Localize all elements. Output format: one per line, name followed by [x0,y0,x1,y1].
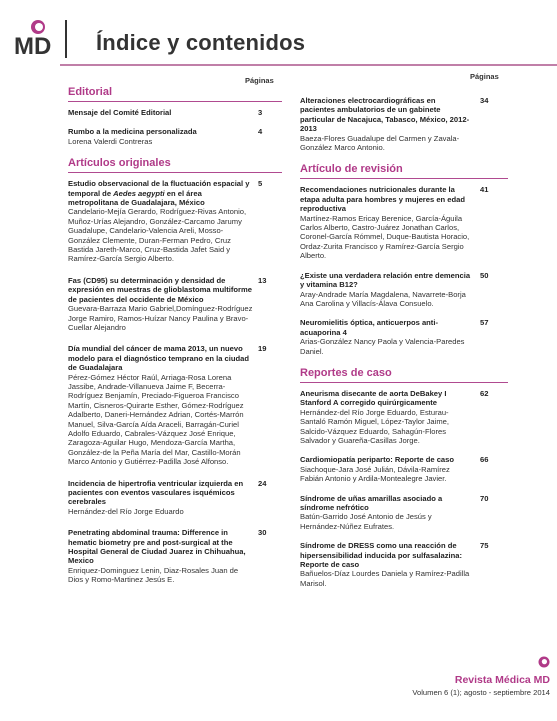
pages-label-left: Páginas [245,76,274,85]
logo-text: MD [14,33,52,58]
toc-entry[interactable] [68,108,282,117]
entry-title: Cardiomiopatía periparto: Reporte de caso [300,455,455,465]
entry-title: ¿Existe una verdadera relación entre demencia y vitamina B12? [300,270,471,290]
entry-page: 24 [258,478,267,488]
entry-page: 66 [480,455,489,465]
entry-title: Neuromielitis óptica, anticuerpos anti-acuaporina 4 [300,318,438,337]
toc-entry[interactable] [68,479,282,517]
entry-page: 70 [480,493,489,503]
toc-entry[interactable] [68,528,282,584]
entry-authors: Pérez-Gómez Héctor Raúl, Arriaga-Rosa Lorena Jassibe, Andrade-Villanueva Jaime F, Becerra-Rodríguez Benjamín, Preciado-Figueroa Francisco Martín, Cisneros-Quirarte Esther, Gómez-Rodríguez Adalberto, Daneri-Hernández Adrian, Cortés-Marrón Manuel, Silva-García Aída Araceli, Barragán-Curiel Adolfo Eduardo, Cabrales-Vázquez José Enrique, Zaragoza-Aguilar Hugo, Mendoza-García Martha, González-de la Peña María del Mar, Castillo-Morán Marco Antonio y Gutiérrez-Padilla José Alfonso. [68,372,244,467]
entry-page: 3 [258,108,263,117]
entry-title: Alteraciones electrocardiográficas en pacientes ambulatorios de un gabinete particular de Nacajuca, Tabasco, México, 2012-2013 [300,96,470,134]
toc-entry[interactable] [300,185,508,260]
section-articulo-revision: Artículo de revisión [300,159,508,179]
toc-entry[interactable] [300,541,508,588]
entry-page: 5 [258,179,263,189]
toc-left-column [68,70,282,592]
toc-entry[interactable] [300,96,508,152]
entry-authors: Baeza-Flores Guadalupe del Carmen y Zavala-González Marco Antonio. [300,133,460,153]
entry-page: 50 [480,270,489,280]
toc-entry[interactable] [68,127,282,146]
entry-page: 4 [258,127,263,137]
entry-title: Recomendaciones nutricionales durante la etapa adulta para hombres y mujeres en edad reproductiva [300,185,466,214]
toc-entry[interactable] [300,455,508,483]
toc-entry[interactable] [68,179,282,264]
toc-entry[interactable] [300,318,508,356]
entry-authors: Arias-González Nancy Paola y Valencia-Paredes Daniel. [300,337,465,356]
entry-page: 57 [480,318,489,328]
entry-title: Síndrome de DRESS como una reacción de hipersensibilidad inducida por sulfasalazina: Reporte de caso [300,541,463,570]
entry-page: 34 [480,96,489,105]
entry-page: 13 [258,275,267,285]
entry-authors: Hernández-del Río Jorge Eduardo, Esturau-Santaló Ramón Miguel, López-Taylor Jaime, Salcido-Vázquez Eduardo, Sahagún-Flores Salvador y Guareña-Casillas Jorge. [300,407,449,445]
journal-logo [12,18,72,58]
toc-entry[interactable] [300,271,508,309]
entry-authors: Lorena Valerdi Contreras [68,136,153,146]
toc-entry[interactable] [68,276,282,332]
entry-title: Estudio observacional de la fluctuación espacial y temporal de Aedes aegypti en el área metropolitana de Guadalajara, México [68,179,250,208]
journal-name: Revista Médica MD [454,674,550,686]
section-editorial: Editorial [68,82,282,102]
entry-title: Rumbo a la medicina personalizada [68,127,197,137]
entry-authors: Hernández-del Río Jorge Eduardo [68,506,184,516]
entry-title: Penetrating abdominal trauma: Difference in hematic biometry pre and post-surgical at the Hospital General de Ciudad Juarez in Chihuahua, Mexico [68,528,246,566]
journal-volume: Volumen 6 (1); agosto - septiembre 2014 [412,688,550,697]
entry-title: Mensaje del Comité Editorial [68,108,172,117]
toc-entry[interactable] [68,344,282,466]
entry-page: 19 [258,344,267,354]
entry-authors: Guevara-Barraza Mario Gabriel,Domínguez-Rodríguez Jorge Ramiro, Ramos-Huízar Nancy Paulina y Bravo-Cuellar Alejandro [68,304,253,332]
toc-entry[interactable] [300,494,508,532]
toc-entry[interactable] [300,389,508,445]
entry-authors: Siachoque-Jara José Julián, Dávila-Ramírez Fabián Antonio y Ardila-Montealegre Javier. [300,464,450,484]
toc-right-column [300,96,508,595]
entry-page: 30 [258,528,267,538]
entry-authors: Martínez-Ramos Ericay Berenice, García-Águila Carlos Alberto, Castro-Juárez Jonathan Carlos, Coronel-García Rómmel, Duque-Bautista Horacio, Ordaz-Zurita Francisco y Ramírez-García Sergio Alberto. [300,213,470,261]
entry-page: 75 [480,541,489,551]
page-title: Índice y contenidos [96,30,306,55]
pages-label-right: Páginas [470,72,499,81]
section-articulos-originales: Artículos originales [68,153,282,173]
entry-title: Incidencia de hipertrofia ventricular izquierda en pacientes con eventos vasculares isquémicos cerebrales [68,478,244,507]
entry-page: 41 [480,185,489,195]
entry-authors: Bañuelos-Díaz Lourdes Daniela y Ramírez-Padilla Marisol. [300,569,470,588]
entry-authors: Enriquez-Dominguez Lenin, Diaz-Rosales Juan de Dios y Romo-Martinez Jesús E. [68,565,239,585]
page-header [12,12,545,60]
entry-authors: Candelario-Mejía Gerardo, Rodríguez-Rivas Antonio, Muñoz-Urías Alejandro, González-Carcamo Jarumy Guadalupe, Candelario-Valencia Areli, Mosso-González Clemente, Duran-Ferman Pedro, Cruz Bastida Jareth-Marco, Cruz-Bastida Jafet Said y Ramírez-García Sergio Alberto. [68,207,247,264]
journal-mark-icon [538,656,550,668]
entry-authors: Aray-Andrade María Magdalena, Navarrete-Borja Ana Carolina y Villacís-Álava Consuelo. [300,289,466,308]
entry-authors: Batún-Garrido José Antonio de Jesús y Hernández-Núñez Eufrates. [300,512,432,531]
entry-title: Fas (CD95) su determinación y densidad de expresión en muestras de glioblastoma multiforme de pacientes del occidente de México [68,275,252,304]
header-rule [60,64,557,66]
entry-title: Síndrome de uñas amarillas asociado a síndrome nefrótico [300,493,443,512]
entry-title: Aneurisma disecante de aorta DeBakey I Stanford A corregido quirúrgicamente [300,388,447,408]
section-reportes-de-caso: Reportes de caso [300,363,508,383]
entry-title: Día mundial del cáncer de mama 2013, un nuevo modelo para el diagnóstico temprano en la ciudad de Guadalajara [68,344,250,373]
entry-page: 62 [480,388,489,398]
